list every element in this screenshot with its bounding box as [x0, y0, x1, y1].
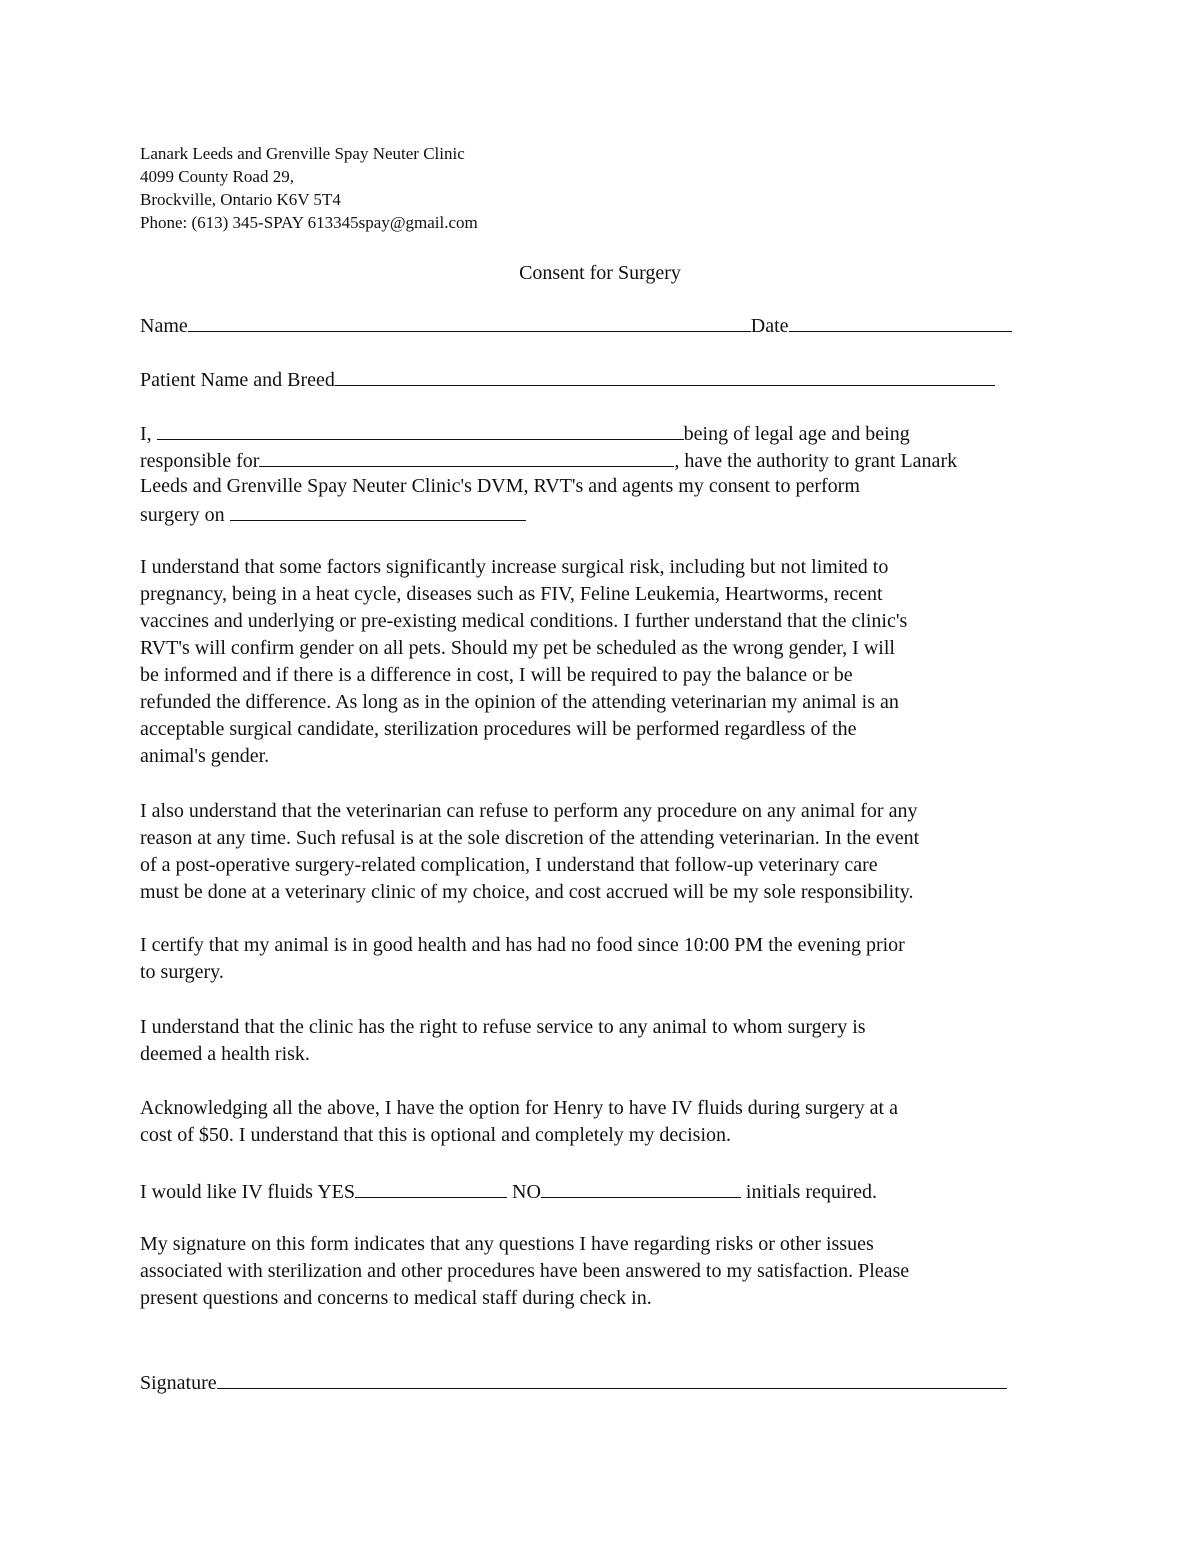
- form-title: Consent for Surgery: [519, 262, 681, 284]
- authority-after-name: being of legal age and being: [683, 423, 910, 445]
- name-label: Name: [140, 315, 188, 337]
- questions-line: My signature on this form indicates that any questions I have regarding risks or other issues: [140, 1233, 874, 1255]
- health-paragraph: [140, 932, 1075, 986]
- authority-line-3: [140, 473, 1075, 500]
- iv-option-paragraph: [140, 1095, 1075, 1149]
- questions-line: present questions and concerns to medical staff during check in.: [140, 1287, 652, 1309]
- authority-after-responsible: , have the authority to grant Lanark: [674, 450, 958, 472]
- authority-paragraph: [140, 419, 1075, 527]
- responsible-for-field[interactable]: [259, 446, 674, 467]
- authority-line3-text: Leeds and Grenville Spay Neuter Clinic's DVM, RVT's and agents my consent to perform: [140, 475, 860, 497]
- risk-line: RVT's will confirm gender on all pets. Should my pet be scheduled as the wrong gender, I will: [140, 637, 895, 659]
- questions-line: associated with sterilization and other procedures have been answered to my satisfaction. Please: [140, 1260, 910, 1282]
- risk-line: pregnancy, being in a heat cycle, diseases such as FIV, Feline Leukemia, Heartworms, recent: [140, 583, 883, 605]
- patient-row: [140, 365, 995, 394]
- signature-label: Signature: [140, 1372, 217, 1394]
- refusal-line: of a post-operative surgery-related complication, I understand that follow-up veterinary care: [140, 854, 878, 876]
- authority-line-1: [140, 419, 1075, 446]
- clinic-header: [140, 142, 478, 234]
- iv-option-line: Acknowledging all the above, I have the option for Henry to have IV fluids during surgery at a: [140, 1097, 898, 1119]
- patient-label: Patient Name and Breed: [140, 369, 335, 391]
- iv-yes-initials-field[interactable]: [355, 1177, 507, 1198]
- clinic-address-line2: Brockville, Ontario K6V 5T4: [140, 190, 341, 209]
- authority-line-2: [140, 446, 1075, 473]
- authority-prefix: I,: [140, 423, 157, 445]
- questions-paragraph: [140, 1231, 1075, 1312]
- iv-option-line: cost of $50. I understand that this is optional and completely my decision.: [140, 1124, 732, 1146]
- name-field[interactable]: [188, 311, 751, 332]
- iv-choice-row: [140, 1177, 877, 1206]
- risk-line: acceptable surgical candidate, sterilization procedures will be performed regardless of the: [140, 718, 857, 740]
- refusal-line: must be done at a veterinary clinic of my choice, and cost accrued will be my sole responsibility.: [140, 881, 914, 903]
- signature-field[interactable]: [217, 1368, 1007, 1389]
- iv-no-initials-field[interactable]: [541, 1177, 741, 1198]
- risk-paragraph: [140, 554, 1075, 770]
- service-line: I understand that the clinic has the right to refuse service to any animal to whom surgery is: [140, 1016, 866, 1038]
- health-line: to surgery.: [140, 961, 224, 983]
- iv-no-label: NO: [507, 1181, 541, 1203]
- health-line: I certify that my animal is in good health and has had no food since 10:00 PM the evening prior: [140, 934, 905, 956]
- refusal-line: I also understand that the veterinarian can refuse to perform any procedure on any animal for any: [140, 800, 918, 822]
- risk-line: animal's gender.: [140, 745, 270, 767]
- initials-required-label: initials required.: [740, 1181, 877, 1203]
- owner-name-field[interactable]: [157, 419, 684, 440]
- clinic-name: Lanark Leeds and Grenville Spay Neuter Clinic: [140, 144, 465, 163]
- service-line: deemed a health risk.: [140, 1043, 310, 1065]
- clinic-address-line1: 4099 County Road 29,: [140, 167, 294, 186]
- responsible-label: responsible for: [140, 450, 260, 472]
- surgery-on-label: surgery on: [140, 504, 230, 526]
- patient-name-breed-field[interactable]: [335, 365, 995, 386]
- date-label: Date: [750, 315, 789, 337]
- authority-line-4: [140, 500, 1075, 527]
- clinic-phone: Phone: (613) 345-SPAY 613345spay@gmail.com: [140, 213, 478, 232]
- name-date-row: [140, 311, 1012, 340]
- signature-row: [140, 1368, 1007, 1397]
- surgery-date-field[interactable]: [230, 500, 526, 521]
- refusal-paragraph: [140, 798, 1075, 906]
- iv-yes-label: I would like IV fluids YES: [140, 1181, 355, 1203]
- refusal-line: reason at any time. Such refusal is at the sole discretion of the attending veterinarian. In the event: [140, 827, 920, 849]
- risk-line: refunded the difference. As long as in the opinion of the attending veterinarian my animal is an: [140, 691, 899, 713]
- risk-line: be informed and if there is a difference in cost, I will be required to pay the balance or be: [140, 664, 853, 686]
- risk-line: I understand that some factors significantly increase surgical risk, including but not limited to: [140, 556, 889, 578]
- service-paragraph: [140, 1014, 1075, 1068]
- date-field[interactable]: [789, 311, 1012, 332]
- risk-line: vaccines and underlying or pre-existing medical conditions. I further understand that the clinic's: [140, 610, 908, 632]
